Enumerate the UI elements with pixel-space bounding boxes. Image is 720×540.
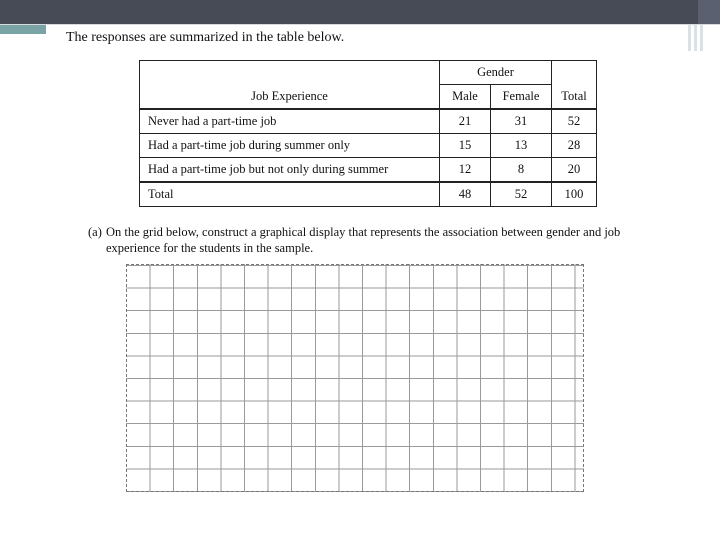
total-header-cell-top bbox=[552, 61, 597, 85]
gender-header: Gender bbox=[440, 61, 552, 85]
slide-edge-line bbox=[0, 24, 720, 25]
slide-left-accent bbox=[0, 25, 46, 34]
row-header-cell-top bbox=[140, 61, 440, 85]
job-experience-header: Job Experience bbox=[140, 85, 440, 110]
cell-male: 21 bbox=[440, 109, 491, 134]
table-header-row-2 bbox=[140, 85, 597, 110]
job-experience-table bbox=[139, 60, 597, 207]
table-header-row-1 bbox=[140, 61, 597, 85]
total-header: Total bbox=[552, 85, 597, 110]
answer-grid bbox=[126, 264, 584, 492]
row-label: Had a part-time job but not only during summer bbox=[140, 158, 440, 183]
question-a bbox=[88, 224, 628, 256]
row-label: Never had a part-time job bbox=[140, 109, 440, 134]
total-male: 48 bbox=[440, 182, 491, 207]
table-row bbox=[140, 134, 597, 158]
question-text: On the grid below, construct a graphical display that represents the association between gender and job experience for the students in the sample. bbox=[106, 225, 621, 255]
cell-female: 13 bbox=[491, 134, 552, 158]
table-total-row bbox=[140, 182, 597, 207]
cell-female: 31 bbox=[491, 109, 552, 134]
cell-total: 52 bbox=[552, 109, 597, 134]
cell-total: 20 bbox=[552, 158, 597, 183]
row-label: Had a part-time job during summer only bbox=[140, 134, 440, 158]
intro-text: The responses are summarized in the table below. bbox=[66, 30, 345, 45]
cell-female: 8 bbox=[491, 158, 552, 183]
cell-total: 28 bbox=[552, 134, 597, 158]
male-header: Male bbox=[440, 85, 491, 110]
female-header: Female bbox=[491, 85, 552, 110]
grand-total: 100 bbox=[552, 182, 597, 207]
table-row bbox=[140, 109, 597, 134]
slide-right-decoration bbox=[684, 25, 720, 51]
question-label: (a) bbox=[88, 225, 102, 239]
slide-top-bar bbox=[0, 0, 720, 24]
slide-top-bar-accent bbox=[698, 0, 720, 24]
cell-male: 12 bbox=[440, 158, 491, 183]
table-row bbox=[140, 158, 597, 183]
total-row-label: Total bbox=[140, 182, 440, 207]
total-female: 52 bbox=[491, 182, 552, 207]
cell-male: 15 bbox=[440, 134, 491, 158]
